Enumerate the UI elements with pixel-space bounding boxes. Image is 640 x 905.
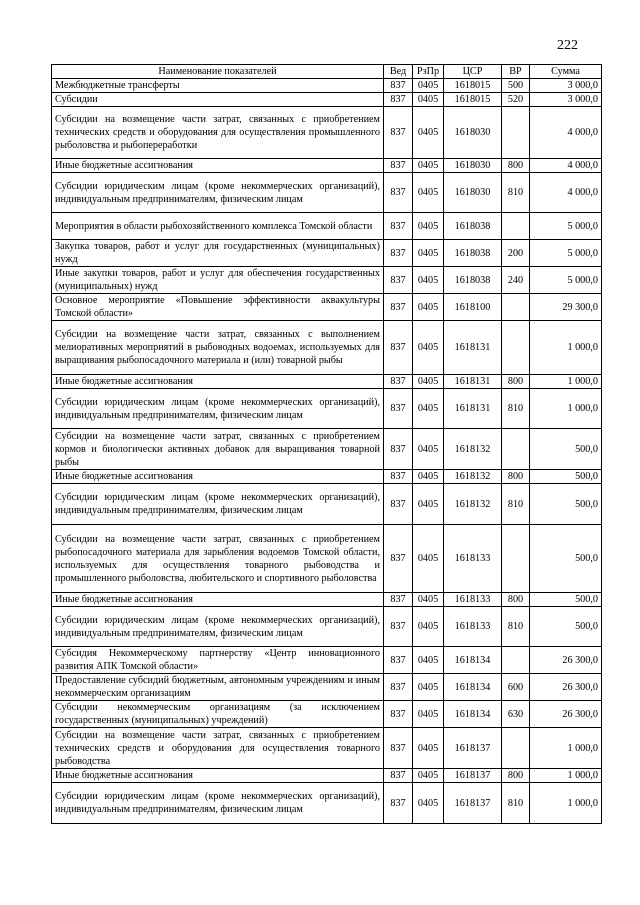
- table-row: [52, 728, 602, 769]
- cell-name: Субсидии: [52, 93, 384, 107]
- cell-vr: 200: [502, 240, 530, 267]
- cell-name: Субсидии юридическим лицам (кроме некоммерческих организаций), индивидуальным предпринимателям, физическим лицам: [52, 607, 384, 647]
- table-row: [52, 593, 602, 607]
- cell-vr: [502, 525, 530, 593]
- table-row: [52, 647, 602, 674]
- cell-csr: 1618137: [444, 783, 502, 824]
- cell-ved: 837: [384, 107, 413, 159]
- cell-sum: 1 000,0: [530, 769, 602, 783]
- table-row: [52, 79, 602, 93]
- cell-csr: 1618131: [444, 389, 502, 429]
- cell-ved: 837: [384, 294, 413, 321]
- cell-sum: 26 300,0: [530, 701, 602, 728]
- cell-sum: 1 000,0: [530, 783, 602, 824]
- cell-csr: 1618100: [444, 294, 502, 321]
- table-row: [52, 173, 602, 213]
- table-row: [52, 321, 602, 375]
- cell-name: Иные бюджетные ассигнования: [52, 593, 384, 607]
- table-row: [52, 429, 602, 470]
- cell-rzpr: 0405: [413, 240, 444, 267]
- cell-ved: 837: [384, 647, 413, 674]
- cell-vr: [502, 213, 530, 240]
- table-row: [52, 267, 602, 294]
- cell-rzpr: 0405: [413, 267, 444, 294]
- cell-vr: 800: [502, 470, 530, 484]
- cell-sum: 500,0: [530, 593, 602, 607]
- table-row: [52, 93, 602, 107]
- cell-name: Межбюджетные трансферты: [52, 79, 384, 93]
- cell-csr: 1618134: [444, 701, 502, 728]
- cell-name: Субсидии юридическим лицам (кроме некоммерческих организаций), индивидуальным предпринимателям, физическим лицам: [52, 389, 384, 429]
- cell-name: Закупка товаров, работ и услуг для государственных (муниципальных) нужд: [52, 240, 384, 267]
- cell-vr: 810: [502, 484, 530, 525]
- budget-table: [51, 64, 602, 824]
- cell-vr: 800: [502, 159, 530, 173]
- cell-vr: [502, 728, 530, 769]
- cell-rzpr: 0405: [413, 593, 444, 607]
- cell-rzpr: 0405: [413, 79, 444, 93]
- cell-rzpr: 0405: [413, 429, 444, 470]
- cell-rzpr: 0405: [413, 701, 444, 728]
- cell-csr: 1618133: [444, 593, 502, 607]
- table-row: [52, 783, 602, 824]
- cell-name: Субсидии юридическим лицам (кроме некоммерческих организаций), индивидуальным предпринимателям, физическим лицам: [52, 484, 384, 525]
- cell-sum: 500,0: [530, 484, 602, 525]
- header-csr: ЦСР: [444, 65, 502, 79]
- cell-rzpr: 0405: [413, 107, 444, 159]
- cell-rzpr: 0405: [413, 647, 444, 674]
- table-header: [52, 65, 602, 79]
- cell-name: Субсидии юридическим лицам (кроме некоммерческих организаций), индивидуальным предпринимателям, физическим лицам: [52, 783, 384, 824]
- cell-name: Предоставление субсидий бюджетным, автономным учреждениям и иным некоммерческим организациям: [52, 674, 384, 701]
- table-row: [52, 769, 602, 783]
- cell-csr: 1618134: [444, 647, 502, 674]
- cell-rzpr: 0405: [413, 769, 444, 783]
- table-row: [52, 470, 602, 484]
- cell-rzpr: 0405: [413, 375, 444, 389]
- cell-vr: 810: [502, 607, 530, 647]
- page-number: 222: [557, 38, 578, 53]
- table-body: [52, 79, 602, 824]
- cell-csr: 1618132: [444, 484, 502, 525]
- cell-ved: 837: [384, 525, 413, 593]
- header-vr: ВР: [502, 65, 530, 79]
- cell-ved: 837: [384, 375, 413, 389]
- cell-csr: 1618030: [444, 173, 502, 213]
- cell-rzpr: 0405: [413, 173, 444, 213]
- cell-ved: 837: [384, 484, 413, 525]
- cell-sum: 500,0: [530, 607, 602, 647]
- cell-rzpr: 0405: [413, 674, 444, 701]
- cell-vr: 800: [502, 593, 530, 607]
- cell-name: Субсидии на возмещение части затрат, связанных с выполнением мелиоративных мероприятий в рыбоводных водоемах, используемых для выращивания рыбопосадочного материала и (или) товарной рыбы: [52, 321, 384, 375]
- cell-rzpr: 0405: [413, 607, 444, 647]
- cell-csr: 1618133: [444, 525, 502, 593]
- cell-sum: 4 000,0: [530, 159, 602, 173]
- cell-rzpr: 0405: [413, 294, 444, 321]
- table-row: [52, 674, 602, 701]
- cell-sum: 1 000,0: [530, 728, 602, 769]
- cell-csr: 1618038: [444, 267, 502, 294]
- cell-rzpr: 0405: [413, 213, 444, 240]
- cell-sum: 26 300,0: [530, 647, 602, 674]
- cell-vr: [502, 429, 530, 470]
- cell-sum: 500,0: [530, 525, 602, 593]
- cell-name: Субсидия Некоммерческому партнерству «Центр инновационного развития АПК Томской области»: [52, 647, 384, 674]
- cell-rzpr: 0405: [413, 93, 444, 107]
- cell-name: Основное мероприятие «Повышение эффективности аквакультуры Томской области»: [52, 294, 384, 321]
- cell-ved: 837: [384, 267, 413, 294]
- table-row: [52, 375, 602, 389]
- cell-ved: 837: [384, 701, 413, 728]
- table-row: [52, 107, 602, 159]
- cell-vr: 810: [502, 783, 530, 824]
- cell-vr: 810: [502, 173, 530, 213]
- cell-name: Иные бюджетные ассигнования: [52, 769, 384, 783]
- cell-rzpr: 0405: [413, 321, 444, 375]
- cell-rzpr: 0405: [413, 728, 444, 769]
- cell-sum: 500,0: [530, 470, 602, 484]
- header-name: Наименование показателей: [52, 65, 384, 79]
- cell-csr: 1618038: [444, 213, 502, 240]
- cell-vr: [502, 107, 530, 159]
- cell-csr: 1618038: [444, 240, 502, 267]
- cell-vr: 630: [502, 701, 530, 728]
- cell-ved: 837: [384, 173, 413, 213]
- table-row: [52, 701, 602, 728]
- cell-sum: 1 000,0: [530, 375, 602, 389]
- cell-csr: 1618132: [444, 470, 502, 484]
- cell-name: Иные бюджетные ассигнования: [52, 375, 384, 389]
- cell-name: Субсидии на возмещение части затрат, связанных с приобретением технических средств и оборудования для осуществления товарного рыбоводства: [52, 728, 384, 769]
- cell-ved: 837: [384, 429, 413, 470]
- cell-rzpr: 0405: [413, 470, 444, 484]
- cell-ved: 837: [384, 321, 413, 375]
- cell-csr: 1618015: [444, 79, 502, 93]
- cell-name: Иные бюджетные ассигнования: [52, 159, 384, 173]
- cell-sum: 1 000,0: [530, 389, 602, 429]
- cell-sum: 3 000,0: [530, 79, 602, 93]
- cell-name: Иные бюджетные ассигнования: [52, 470, 384, 484]
- cell-ved: 837: [384, 213, 413, 240]
- cell-ved: 837: [384, 389, 413, 429]
- cell-sum: 1 000,0: [530, 321, 602, 375]
- cell-csr: 1618134: [444, 674, 502, 701]
- cell-ved: 837: [384, 607, 413, 647]
- header-ved: Вед: [384, 65, 413, 79]
- cell-ved: 837: [384, 783, 413, 824]
- cell-ved: 837: [384, 728, 413, 769]
- table-row: [52, 294, 602, 321]
- cell-ved: 837: [384, 93, 413, 107]
- cell-vr: [502, 321, 530, 375]
- cell-csr: 1618015: [444, 93, 502, 107]
- cell-vr: 600: [502, 674, 530, 701]
- cell-csr: 1618131: [444, 321, 502, 375]
- cell-name: Субсидии на возмещение части затрат, связанных с приобретением рыбопосадочного материала для зарыбления водоемов Томской области, используемых для осуществления товарного рыбоводства и промышленного рыболовства, любительского и спортивного рыболовства: [52, 525, 384, 593]
- cell-name: Субсидии некоммерческим организациям (за исключением государственных (муниципальных) учреждений): [52, 701, 384, 728]
- cell-rzpr: 0405: [413, 389, 444, 429]
- cell-sum: 3 000,0: [530, 93, 602, 107]
- cell-csr: 1618137: [444, 728, 502, 769]
- cell-name: Мероприятия в области рыбохозяйственного комплекса Томской области: [52, 213, 384, 240]
- cell-vr: 500: [502, 79, 530, 93]
- cell-sum: 5 000,0: [530, 240, 602, 267]
- table-row: [52, 240, 602, 267]
- header-rzpr: РзПр: [413, 65, 444, 79]
- cell-rzpr: 0405: [413, 783, 444, 824]
- cell-sum: 5 000,0: [530, 267, 602, 294]
- cell-rzpr: 0405: [413, 159, 444, 173]
- cell-name: Субсидии юридическим лицам (кроме некоммерческих организаций), индивидуальным предпринимателям, физическим лицам: [52, 173, 384, 213]
- cell-ved: 837: [384, 240, 413, 267]
- cell-name: Субсидии на возмещение части затрат, связанных с приобретением технических средств и оборудования для осуществления промышленного рыболовства и рыбопереработки: [52, 107, 384, 159]
- cell-rzpr: 0405: [413, 484, 444, 525]
- cell-ved: 837: [384, 470, 413, 484]
- table-row: [52, 484, 602, 525]
- table-row: [52, 159, 602, 173]
- cell-ved: 837: [384, 159, 413, 173]
- cell-csr: 1618131: [444, 375, 502, 389]
- cell-csr: 1618137: [444, 769, 502, 783]
- cell-sum: 26 300,0: [530, 674, 602, 701]
- cell-csr: 1618030: [444, 159, 502, 173]
- cell-sum: 5 000,0: [530, 213, 602, 240]
- table-row: [52, 525, 602, 593]
- cell-csr: 1618132: [444, 429, 502, 470]
- cell-vr: 240: [502, 267, 530, 294]
- cell-sum: 4 000,0: [530, 173, 602, 213]
- cell-ved: 837: [384, 79, 413, 93]
- cell-ved: 837: [384, 674, 413, 701]
- cell-vr: [502, 647, 530, 674]
- cell-sum: 29 300,0: [530, 294, 602, 321]
- cell-sum: 4 000,0: [530, 107, 602, 159]
- cell-vr: 800: [502, 375, 530, 389]
- table-row: [52, 607, 602, 647]
- header-row: [52, 65, 602, 79]
- cell-vr: 800: [502, 769, 530, 783]
- table-row: [52, 213, 602, 240]
- cell-ved: 837: [384, 769, 413, 783]
- cell-ved: 837: [384, 593, 413, 607]
- cell-sum: 500,0: [530, 429, 602, 470]
- cell-csr: 1618133: [444, 607, 502, 647]
- cell-rzpr: 0405: [413, 525, 444, 593]
- cell-vr: [502, 294, 530, 321]
- cell-csr: 1618030: [444, 107, 502, 159]
- cell-name: Субсидии на возмещение части затрат, связанных с приобретением кормов и биологически активных добавок для выращивания товарной рыбы: [52, 429, 384, 470]
- cell-name: Иные закупки товаров, работ и услуг для обеспечения государственных (муниципальных) нужд: [52, 267, 384, 294]
- cell-vr: 520: [502, 93, 530, 107]
- table-row: [52, 389, 602, 429]
- header-sum: Сумма: [530, 65, 602, 79]
- cell-vr: 810: [502, 389, 530, 429]
